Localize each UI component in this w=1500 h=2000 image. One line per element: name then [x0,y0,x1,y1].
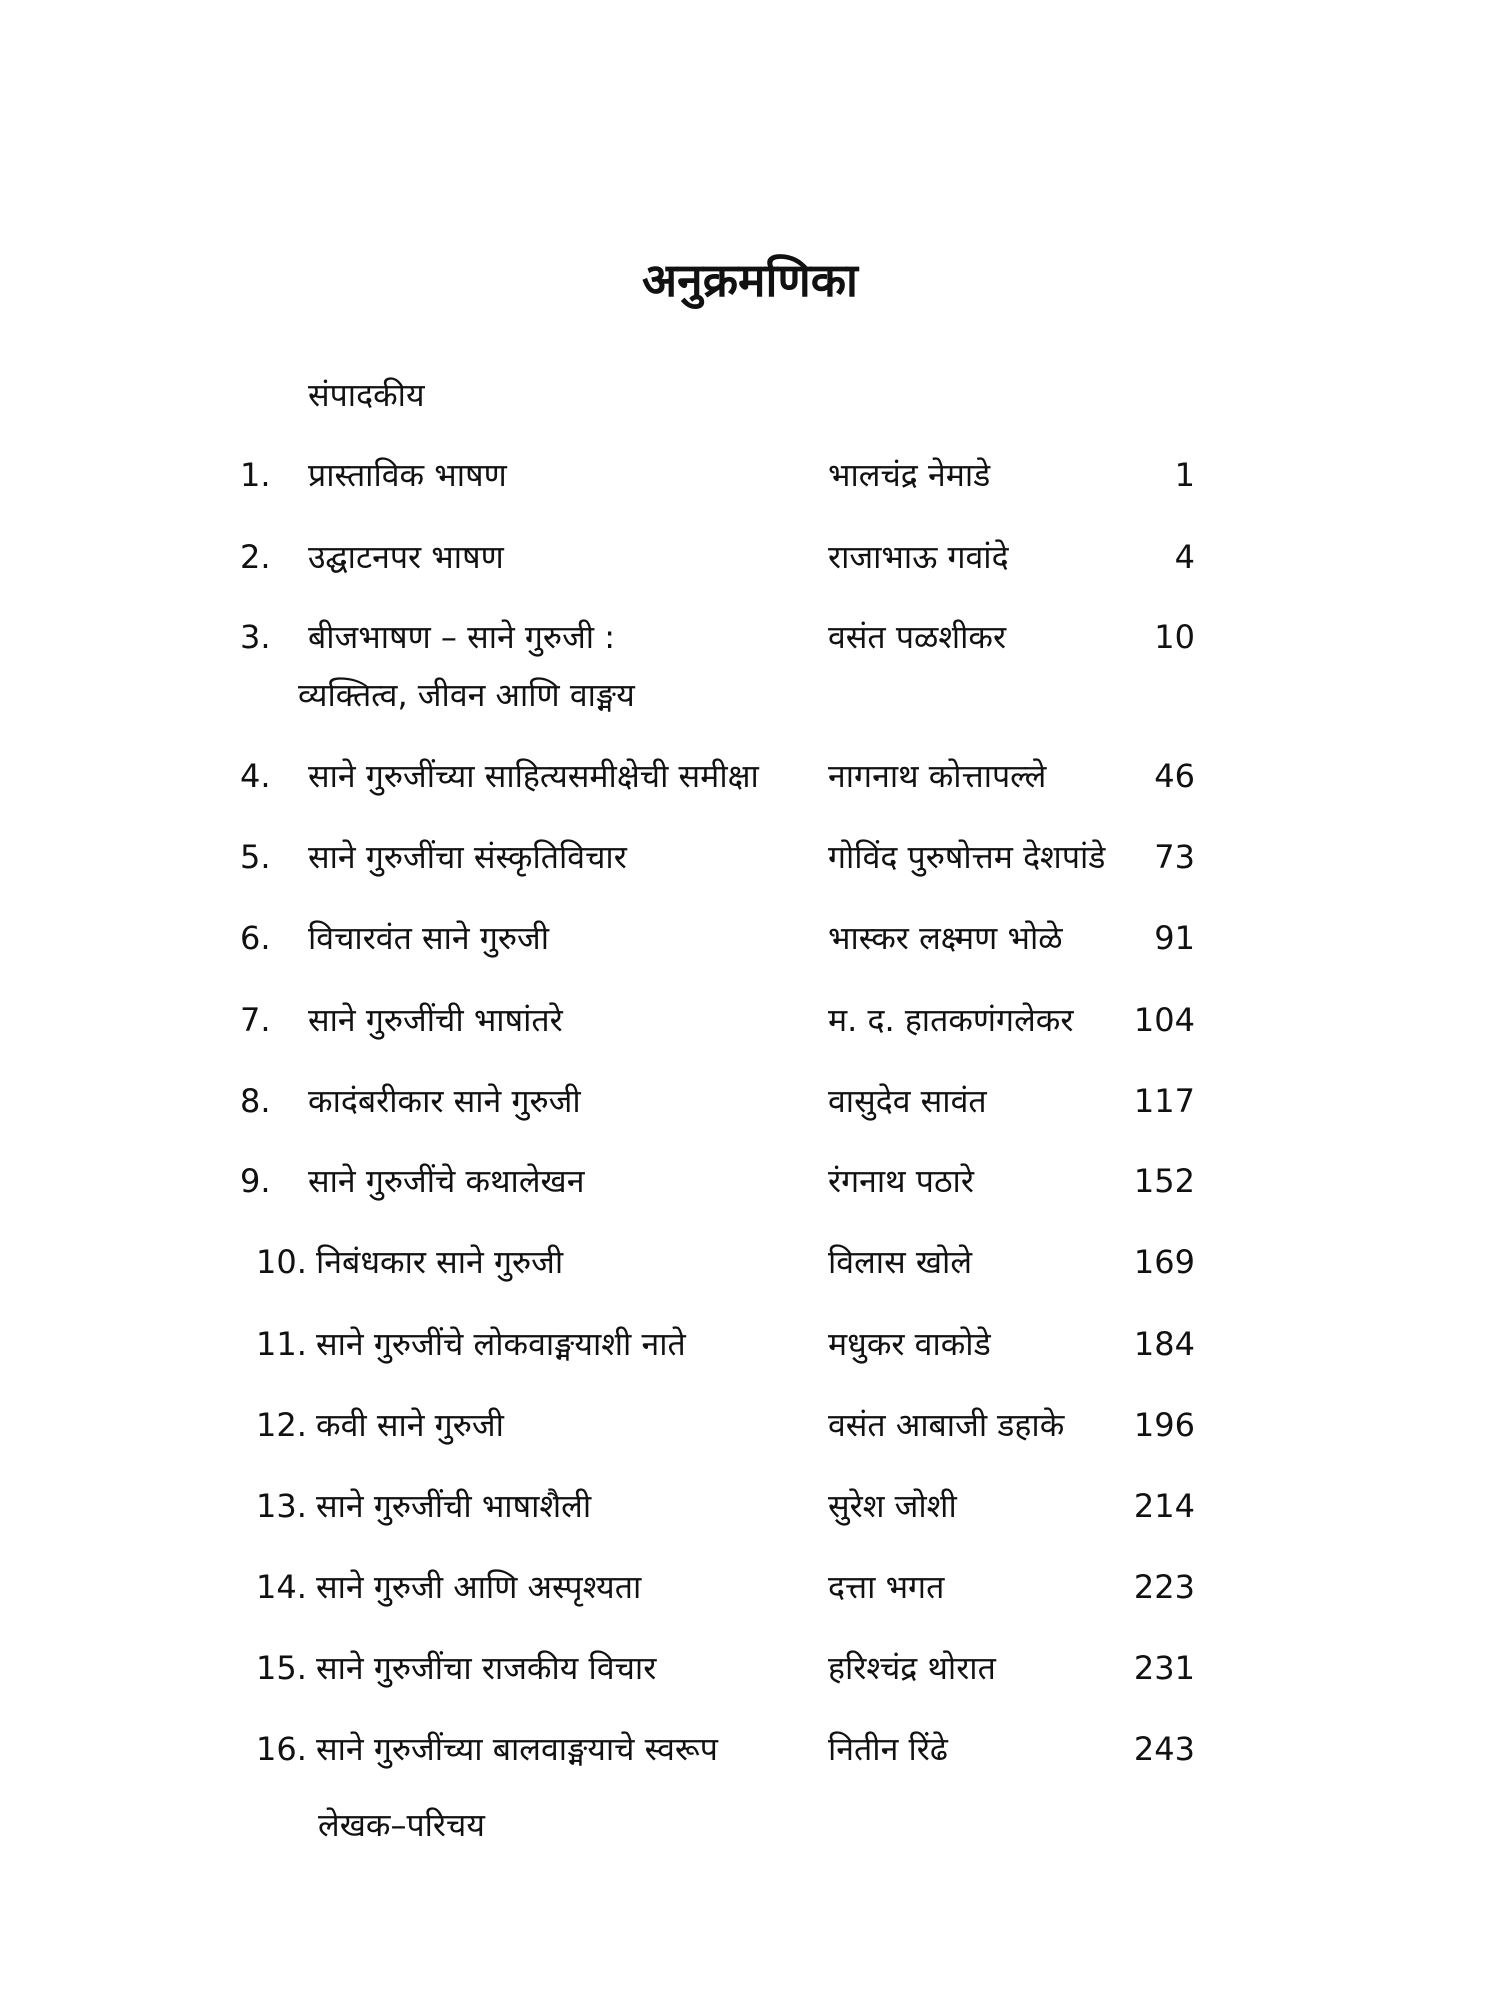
entry-title: साने गुरुजींचे लोकवाङ्मयाशी नाते [316,1325,686,1363]
entry-author: म. द. हातकणंगलेकर [828,1001,1074,1039]
entry-page-number: 46 [1154,757,1195,795]
entry-author: वसंत पळशीकर [828,618,1007,656]
contents-entry [0,756,1500,796]
entry-author: वसंत आबाजी डहाके [828,1406,1065,1444]
entry-author: नागनाथ कोत्तापल्ले [828,757,1047,795]
contents-entry [0,1567,1500,1607]
entry-page-number: 1 [1174,456,1195,494]
entry-number: 8. [240,1082,271,1120]
contents-entry [0,1648,1500,1688]
contents-entry [0,455,1500,495]
entry-title: उद्घाटनपर भाषण [308,538,504,576]
entry-number: 6. [240,919,271,957]
entry-page-number: 214 [1133,1487,1195,1525]
entry-number: 13. [256,1487,307,1525]
entry-number: 12. [256,1406,307,1444]
entry-title: साने गुरुजींचा राजकीय विचार [316,1649,657,1687]
entry-page-number: 196 [1133,1406,1195,1444]
entry-title: विचारवंत साने गुरुजी [308,919,550,957]
entry-page-number: 231 [1133,1649,1195,1687]
entry-title: निबंधकार साने गुरुजी [316,1243,564,1281]
contents-entry [0,1405,1500,1445]
entry-title: बीजभाषण – साने गुरुजी : [308,618,616,656]
entry-number: 16. [256,1730,307,1768]
entry-author: राजाभाऊ गवांदे [828,538,1009,576]
entry-author: सुरेश जोशी [828,1487,957,1525]
contents-entry [0,1081,1500,1121]
entry-author: नितीन रिंढे [828,1730,948,1768]
entry-page-number: 223 [1133,1568,1195,1606]
entry-number: 2. [240,538,271,576]
entry-title: कादंबरीकार साने गुरुजी [308,1082,581,1120]
contents-entry [0,837,1500,877]
entry-number: 7. [240,1001,271,1039]
entry-author: भालचंद्र नेमाडे [828,456,991,494]
entry-author: मधुकर वाकोडे [828,1325,991,1363]
entry-number: 14. [256,1568,307,1606]
entry-page-number: 117 [1133,1082,1195,1120]
contents-entry [0,1324,1500,1364]
entry-author: गोविंद पुरुषोत्तम देशपांडे [828,838,1106,876]
entry-page-number: 104 [1133,1001,1195,1039]
contents-entry [0,1729,1500,1769]
entry-title-line2: व्यक्तित्व, जीवन आणि वाङ्मय [298,676,635,714]
contents-entry [0,918,1500,958]
entry-number: 11. [256,1325,307,1363]
entry-title: कवी साने गुरुजी [316,1406,504,1444]
entry-title: साने गुरुजींची भाषाशैली [316,1487,592,1525]
preface-label: संपादकीय [308,376,425,414]
page-title: अनुक्रमणिका [642,253,858,307]
contents-entry [0,1242,1500,1282]
entry-author: भास्कर लक्ष्मण भोळे [828,919,1063,957]
entry-number: 15. [256,1649,307,1687]
entry-page-number: 73 [1154,838,1195,876]
entry-author: दत्ता भगत [828,1568,945,1606]
entry-number: 4. [240,757,271,795]
entry-page-number: 184 [1133,1325,1195,1363]
entry-number: 1. [240,456,271,494]
entry-title: साने गुरुजींचे कथालेखन [308,1162,585,1200]
entry-number: 5. [240,838,271,876]
entry-title: प्रास्ताविक भाषण [308,456,507,494]
entry-page-number: 4 [1174,538,1195,576]
entry-author: रंगनाथ पठारे [828,1162,974,1200]
appendix-label: लेखक–परिचय [318,1806,485,1844]
entry-number: 9. [240,1162,271,1200]
entry-number: 10. [256,1243,307,1281]
entry-page-number: 169 [1133,1243,1195,1281]
contents-entry [0,537,1500,577]
entry-author: वासुदेव सावंत [828,1082,987,1120]
contents-entry [0,617,1500,714]
entry-page-number: 91 [1154,919,1195,957]
entry-title: साने गुरुजी आणि अस्पृश्यता [316,1568,642,1606]
entry-page-number: 152 [1133,1162,1195,1200]
contents-entry [0,1486,1500,1526]
contents-entry [0,1161,1500,1201]
entry-number: 3. [240,618,271,656]
entry-title: साने गुरुजींच्या साहित्यसमीक्षेची समीक्षा [308,757,759,795]
entry-page-number: 10 [1154,618,1195,656]
entry-title: साने गुरुजींची भाषांतरे [308,1001,563,1039]
entry-author: विलास खोले [828,1243,973,1281]
entry-page-number: 243 [1133,1730,1195,1768]
contents-entry [0,1000,1500,1040]
entry-title: साने गुरुजींच्या बालवाङ्मयाचे स्वरूप [316,1730,718,1768]
entry-title: साने गुरुजींचा संस्कृतिविचार [308,838,627,876]
entry-author: हरिश्चंद्र थोरात [828,1649,996,1687]
